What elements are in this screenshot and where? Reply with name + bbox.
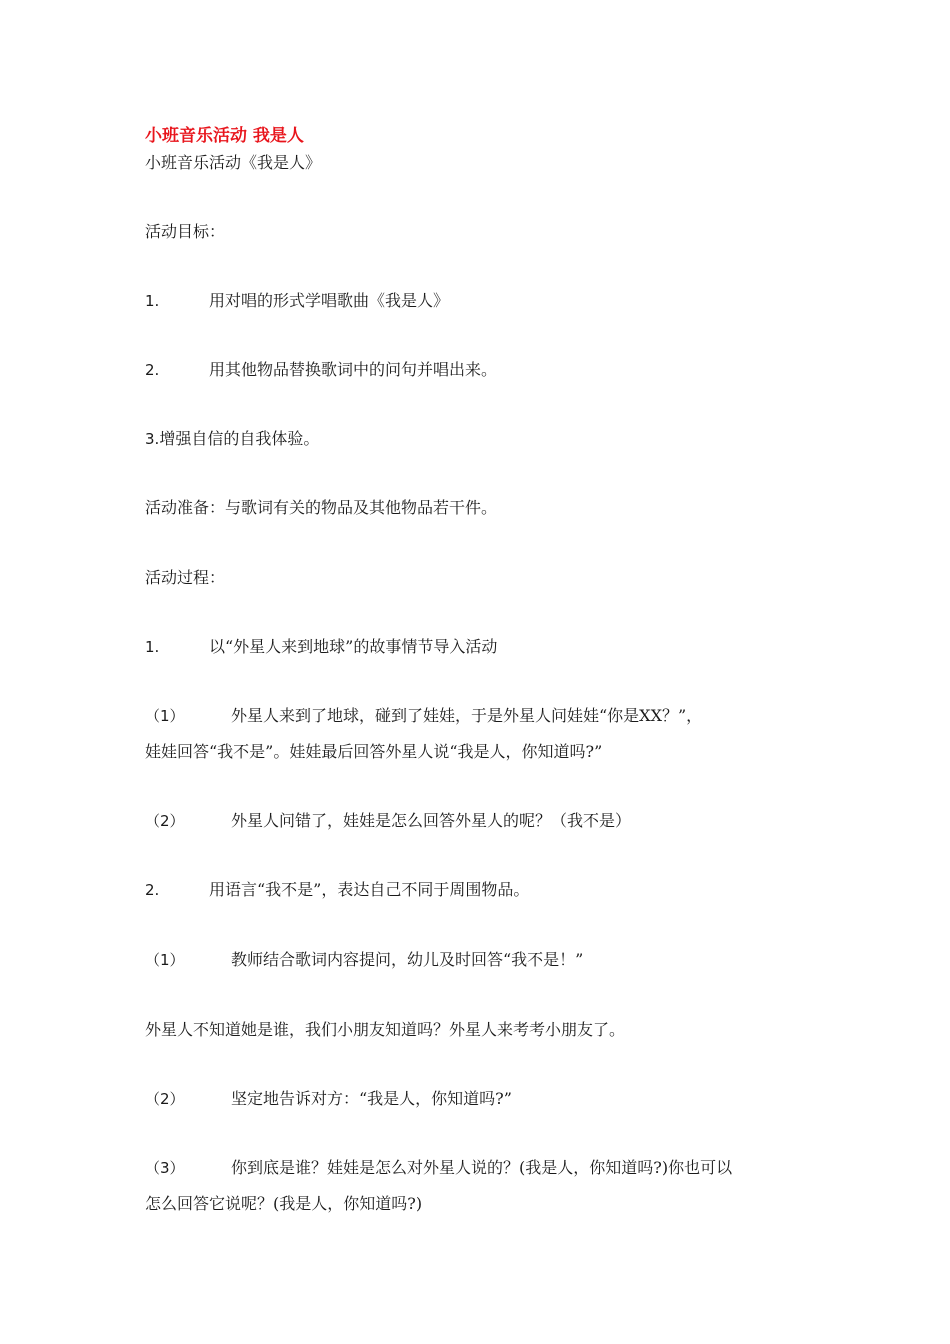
- step-number: 2.: [145, 881, 160, 899]
- step-number: 1.: [145, 638, 160, 656]
- goal-number: 2.: [145, 361, 160, 379]
- goal-text: 用其他物品替换歌词中的问句并唱出来。: [209, 360, 498, 379]
- step-number: （2）: [145, 812, 185, 830]
- process-step-2-2: [145, 1089, 512, 1109]
- goal-item-2: [145, 360, 497, 380]
- process-step-1: [145, 637, 497, 657]
- step-text: 坚定地告诉对方：“我是人，你知道吗?”: [231, 1089, 512, 1108]
- step-number: （1）: [145, 951, 185, 969]
- goal-item-3: [145, 429, 319, 449]
- process-step-1-2: [145, 811, 631, 831]
- process-step-1-1-continued: 娃娃回答“我不是”。娃娃最后回答外星人说“我是人，你知道吗?”: [145, 742, 603, 761]
- process-step-2-3: [145, 1158, 732, 1178]
- goal-item-1: [145, 291, 449, 311]
- step-number: （3）: [145, 1159, 185, 1177]
- goal-number: 1.: [145, 292, 160, 310]
- goal-number: 3.: [145, 430, 160, 448]
- step-text: 你到底是谁？娃娃是怎么对外星人说的？(我是人，你知道吗?)你也可以: [231, 1158, 733, 1177]
- process-step-1-1: [145, 706, 702, 726]
- process-step-2-note: 外星人不知道她是谁，我们小朋友知道吗？外星人来考考小朋友了。: [145, 1020, 626, 1039]
- step-text: 教师结合歌词内容提问，幼儿及时回答“我不是！”: [231, 950, 584, 969]
- goals-heading: 活动目标：: [145, 222, 226, 241]
- step-text: 外星人来到了地球，碰到了娃娃，于是外星人问娃娃“你是XX？”，: [231, 706, 703, 725]
- step-text: 用语言“我不是”，表达自己不同于周围物品。: [209, 880, 530, 899]
- document-title: 小班音乐活动 我是人: [145, 126, 304, 146]
- document-subtitle: 小班音乐活动《我是人》: [145, 153, 322, 172]
- process-step-2-3-continued: 怎么回答它说呢？(我是人，你知道吗?): [145, 1194, 423, 1213]
- process-step-2: [145, 880, 529, 900]
- goal-text: 增强自信的自我体验。: [159, 429, 320, 448]
- step-text: 外星人问错了，娃娃是怎么回答外星人的呢？（我不是）: [231, 811, 632, 830]
- step-text: 以“外星人来到地球”的故事情节导入活动: [209, 637, 498, 656]
- goal-text: 用对唱的形式学唱歌曲《我是人》: [209, 291, 450, 310]
- process-heading: 活动过程：: [145, 568, 226, 587]
- step-number: （1）: [145, 707, 185, 725]
- preparation-text: 活动准备：与歌词有关的物品及其他物品若干件。: [145, 498, 498, 517]
- process-step-2-1: [145, 950, 583, 970]
- step-number: （2）: [145, 1090, 185, 1108]
